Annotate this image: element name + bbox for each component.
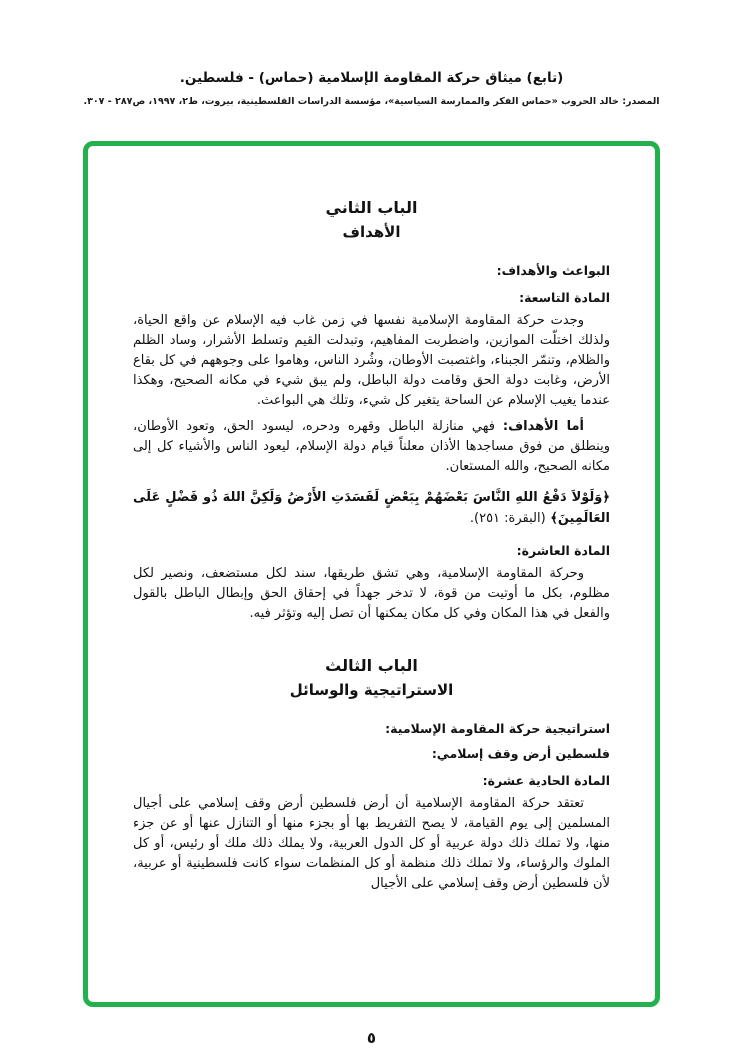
quran-verse	[133, 487, 610, 529]
article-ten-text: وحركة المقاومة الإسلامية، وهي تشق طريقها، سند لكل مستضعف، ونصير لكل مظلوم، بكل ما أوتيت من قوة، لا تدخر جهداً في إحقاق الحق وإبطال الباطل بالقول والفعل في هذا المكان وفي كل مكان يمكنها أن تصل إليه وتؤثر فيه.	[133, 566, 610, 621]
quran-verse-reference: (البقرة: ٢٥١).	[469, 511, 546, 526]
strategy-heading: استراتيجية حركة المقاومة الإسلامية:	[385, 721, 610, 736]
chapter-three-title: الباب الثالث	[325, 656, 418, 675]
document-frame	[83, 141, 660, 1007]
article-ten-heading: المادة العاشرة:	[516, 543, 610, 558]
chapter-three-subtitle: الاستراتيجية والوسائل	[289, 681, 454, 699]
motives-and-goals-heading: البواعث والأهداف:	[496, 263, 610, 278]
document-source-line: المصدر: خالد الحروب «حماس الفكر والممارسة السياسية»، مؤسسة الدراسات الفلسطينية، بيروت، ط٢، ١٩٩٧، ص٢٨٧ - ٣٠٧.	[83, 96, 660, 107]
chapter-two-subtitle: الأهداف	[342, 223, 401, 241]
article-nine-text: وجدت حركة المقاومة الإسلامية نفسها في زمن غاب فيه الإسلام عن واقع الحياة، ولذلك اختلّت الموازين، واضطربت المفاهيم، وتبدلت القيم وتسلط الأشرار، وساد الظلم والظلام، وتنمّر الجبناء، واغتصبت الأوطان، وشُرد الناس، وهاموا على وجوههم في كل بقاع الأرض، وغابت دولة الحق وقامت دولة الباطل، ولم يبق شيء في مكانه الصحيح، وهكذا عندما يغيب الإسلام عن الساحة يتغير كل شيء، وتلك هي البواعث.	[133, 313, 610, 408]
goals-lead: أما الأهداف:	[502, 419, 584, 434]
waqf-heading: فلسطين أرض وقف إسلامي:	[431, 746, 610, 761]
goals-paragraph	[133, 417, 610, 477]
document-title: (تابع) ميثاق حركة المقاومة الإسلامية (حماس) - فلسطين.	[179, 70, 564, 86]
page-number: ٥	[366, 1029, 377, 1047]
chapter-two-title: الباب الثاني	[325, 198, 418, 217]
goals-text: فهي منازلة الباطل وقهره ودحره، ليسود الحق، وتعود الأوطان، وينطلق من فوق مساجدها الأذان معلناً قيام دولة الإسلام، ليعود الناس والأشياء كل إلى مكانه الصحيح، والله المستعان.	[133, 419, 610, 474]
quran-verse-text: ﴿وَلَوْلاَ دَفْعُ اللهِ النَّاسَ بَعْضَهُمْ بِبَعْضٍ لَفَسَدَتِ الأَرْضُ وَلَكِنَّ اللهَ ذُو فَضْلٍ عَلَى العَالَمِينَ﴾	[133, 490, 610, 526]
article-nine-heading: المادة التاسعة:	[519, 290, 610, 305]
article-eleven-text: تعتقد حركة المقاومة الإسلامية أن أرض فلسطين أرض وقف إسلامي على أجيال المسلمين إلى يوم القيامة، لا يصح التفريط بها أو بجزء منها أو التنازل عنها أو عن جزء منها، ولا تملك ذلك دولة عربية أو كل الدول العربية، ولا يملك ذلك ملك أو رئيس، أو كل الملوك والرؤساء، ولا تملك ذلك منظمة أو كل المنظمات سواء كانت فلسطينية أو عربية، لأن فلسطين أرض وقف إسلامي على الأجيال	[133, 796, 610, 891]
document-header	[0, 70, 743, 107]
article-eleven-heading: المادة الحادية عشرة:	[482, 773, 610, 788]
